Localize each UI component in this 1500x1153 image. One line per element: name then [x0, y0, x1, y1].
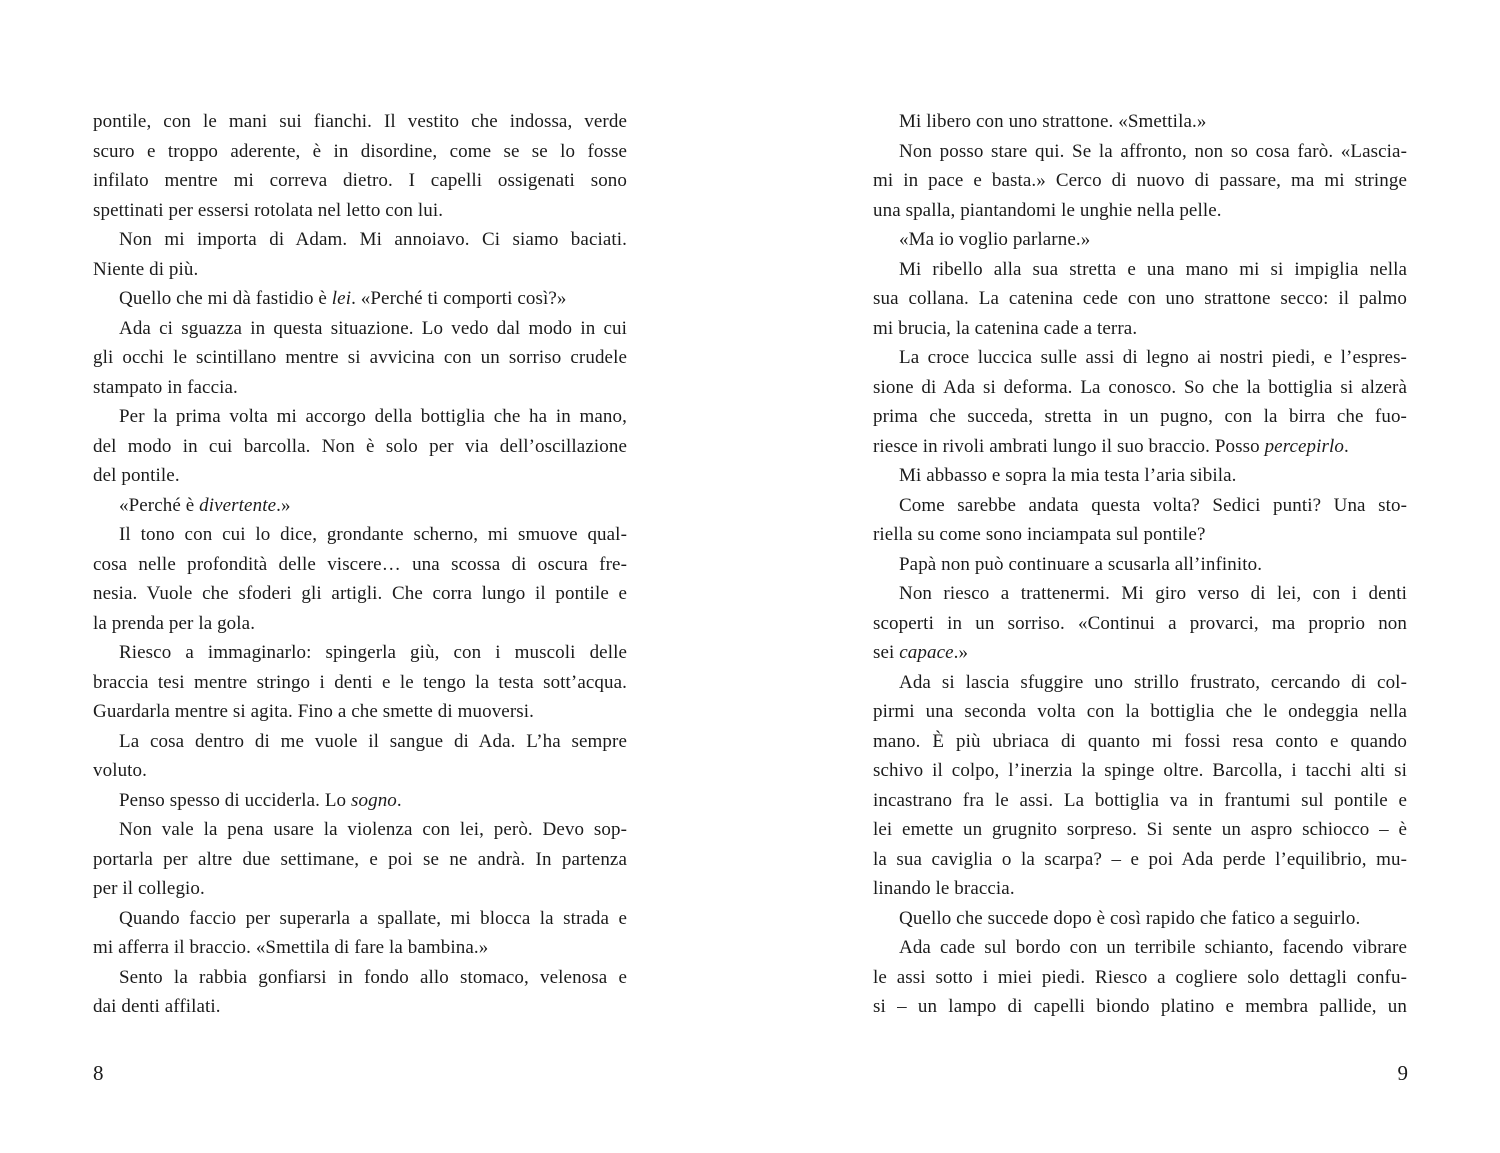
- text-line: Ada ci sguazza in questa situazione. Lo vedo dal modo in cui: [119, 317, 627, 339]
- text-line: Mi ribello alla sua stretta e una mano mi si impiglia nella: [899, 258, 1407, 280]
- text-line: Non posso stare qui. Se la affronto, non so cosa farò. «Lascia-: [899, 140, 1407, 162]
- text-line: La cosa dentro di me vuole il sangue di Ada. L’ha sempre: [119, 730, 627, 752]
- text-line: stampato in faccia.: [93, 376, 238, 398]
- page-number-right: 9: [1397, 1061, 1408, 1085]
- text-line: mi afferra il braccio. «Smettila di fare la bambina.»: [93, 937, 489, 958]
- text-line: Mi libero con uno strattone. «Smettila.»: [899, 111, 1207, 132]
- text-line: «Ma io voglio parlarne.»: [899, 229, 1091, 250]
- text-line: Quello che mi dà fastidio è lei. «Perché ti comporti così?»: [119, 288, 567, 309]
- text-line: «Perché è divertente.»: [119, 494, 291, 516]
- text-line: del modo in cui barcolla. Non è solo per via dell’oscillazione: [93, 435, 627, 457]
- text-line: del pontile.: [93, 465, 180, 486]
- text-line: le assi sotto i miei piedi. Riesco a cogliere solo dettagli confu-: [873, 966, 1407, 988]
- text-line: Non vale la pena usare la violenza con lei, però. Devo sop-: [119, 819, 627, 840]
- text-line: si – un lampo di capelli biondo platino e membra pallide, un: [873, 996, 1407, 1017]
- text-line: mi brucia, la catenina cade a terra.: [873, 317, 1138, 339]
- text-line: sione di Ada si deforma. La conosco. So che la bottiglia si alzerà: [873, 376, 1407, 398]
- text-line: mano. È più ubriaca di quanto mi fossi resa conto e quando: [873, 730, 1407, 752]
- text-line: sua collana. La catenina cede con uno strattone secco: il palmo: [873, 288, 1407, 309]
- text-line: Papà non può continuare a scusarla all’infinito.: [899, 553, 1263, 575]
- text-line: spettinati per essersi rotolata nel letto con lui.: [93, 199, 444, 221]
- text-line: linando le braccia.: [873, 878, 1015, 899]
- text-line: Come sarebbe andata questa volta? Sedici punti? Una sto-: [899, 494, 1407, 516]
- page-right: [750, 0, 1500, 1153]
- text-line: incastrano fra le assi. La bottiglia va in frantumi sul pontile e: [873, 789, 1407, 811]
- text-line: Quello che succede dopo è così rapido che fatico a seguirlo.: [899, 907, 1361, 929]
- italic-text: sogno: [351, 789, 397, 811]
- text-line: nesia. Vuole che sfoderi gli artigli. Che corra lungo il pontile e: [93, 583, 627, 604]
- text-line: scuro e troppo aderente, è in disordine, come se se lo fosse: [93, 140, 627, 162]
- text-line: Ada si lascia sfuggire uno strillo frustrato, cercando di col-: [899, 671, 1407, 693]
- text-line: una spalla, piantandomi le unghie nella pelle.: [873, 199, 1222, 221]
- text-line: pirmi una seconda volta con la bottiglia che le ondeggia nella: [873, 701, 1407, 722]
- italic-text: divertente: [199, 494, 277, 516]
- text-line: Ada cade sul bordo con un terribile schianto, facendo vibrare: [899, 937, 1407, 958]
- text-line: gli occhi le scintillano mentre si avvicina con un sorriso crudele: [93, 347, 627, 368]
- text-line: la prenda per la gola.: [93, 612, 256, 634]
- page-right-text-column: [873, 107, 1407, 1022]
- text-line: braccia tesi mentre stringo i denti e le tengo la testa sott’acqua.: [93, 671, 627, 693]
- page-number-left: 8: [93, 1061, 104, 1085]
- text-line: per il collegio.: [93, 878, 205, 899]
- text-line: Non mi importa di Adam. Mi annoiavo. Ci siamo baciati.: [119, 229, 627, 250]
- italic-text: percepirlo: [1264, 435, 1345, 457]
- text-line: lei emette un grugnito sorpreso. Si sente un aspro schiocco – è: [873, 819, 1407, 840]
- text-line: prima che succeda, stretta in un pugno, con la birra che fuo-: [873, 406, 1407, 427]
- page-left-text-column: [93, 107, 627, 1022]
- text-line: sei capace.»: [873, 642, 969, 663]
- text-line: Niente di più.: [93, 258, 199, 280]
- text-line: La croce luccica sulle assi di legno ai nostri piedi, e l’espres-: [899, 347, 1407, 368]
- italic-text: capace: [899, 642, 954, 663]
- text-line: Quando faccio per superarla a spallate, mi blocca la strada e: [119, 907, 627, 929]
- text-line: mi in pace e basta.» Cerco di nuovo di passare, ma mi stringe: [873, 170, 1407, 191]
- text-line: Non riesco a trattenermi. Mi giro verso di lei, con i denti: [899, 583, 1407, 604]
- text-line: Mi abbasso e sopra la mia testa l’aria sibila.: [899, 465, 1237, 486]
- text-line: la sua caviglia o la scarpa? – e poi Ada perde l’equilibrio, mu-: [873, 848, 1407, 870]
- text-line: schivo il colpo, l’inerzia la spinge oltre. Barcolla, i tacchi alti si: [873, 760, 1407, 781]
- text-line: infilato mentre mi correva dietro. I capelli ossigenati sono: [93, 170, 627, 191]
- text-line: riesce in rivoli ambrati lungo il suo braccio. Posso percepirlo.: [873, 435, 1349, 457]
- text-line: Per la prima volta mi accorgo della bottiglia che ha in mano,: [119, 406, 627, 427]
- text-line: Sento la rabbia gonfiarsi in fondo allo stomaco, velenosa e: [119, 966, 627, 988]
- text-line: dai denti affilati.: [93, 996, 221, 1017]
- text-line: Il tono con cui lo dice, grondante scherno, mi smuove qual-: [119, 524, 627, 545]
- text-line: Guardarla mentre si agita. Fino a che smette di muoversi.: [93, 701, 534, 722]
- text-line: voluto.: [93, 760, 148, 781]
- text-line: portarla per altre due settimane, e poi se ne andrà. In partenza: [93, 848, 627, 870]
- text-line: riella su come sono inciampata sul pontile?: [873, 524, 1206, 545]
- text-line: pontile, con le mani sui fianchi. Il vestito che indossa, verde: [93, 111, 627, 132]
- italic-text: lei: [331, 288, 352, 309]
- text-line: scoperti in un sorriso. «Continui a provarci, ma proprio non: [873, 612, 1407, 634]
- text-line: cosa nelle profondità delle viscere… una scossa di oscura fre-: [93, 553, 627, 575]
- text-line: Penso spesso di ucciderla. Lo sogno.: [119, 789, 402, 811]
- text-line: Riesco a immaginarlo: spingerla giù, con i muscoli delle: [119, 642, 627, 663]
